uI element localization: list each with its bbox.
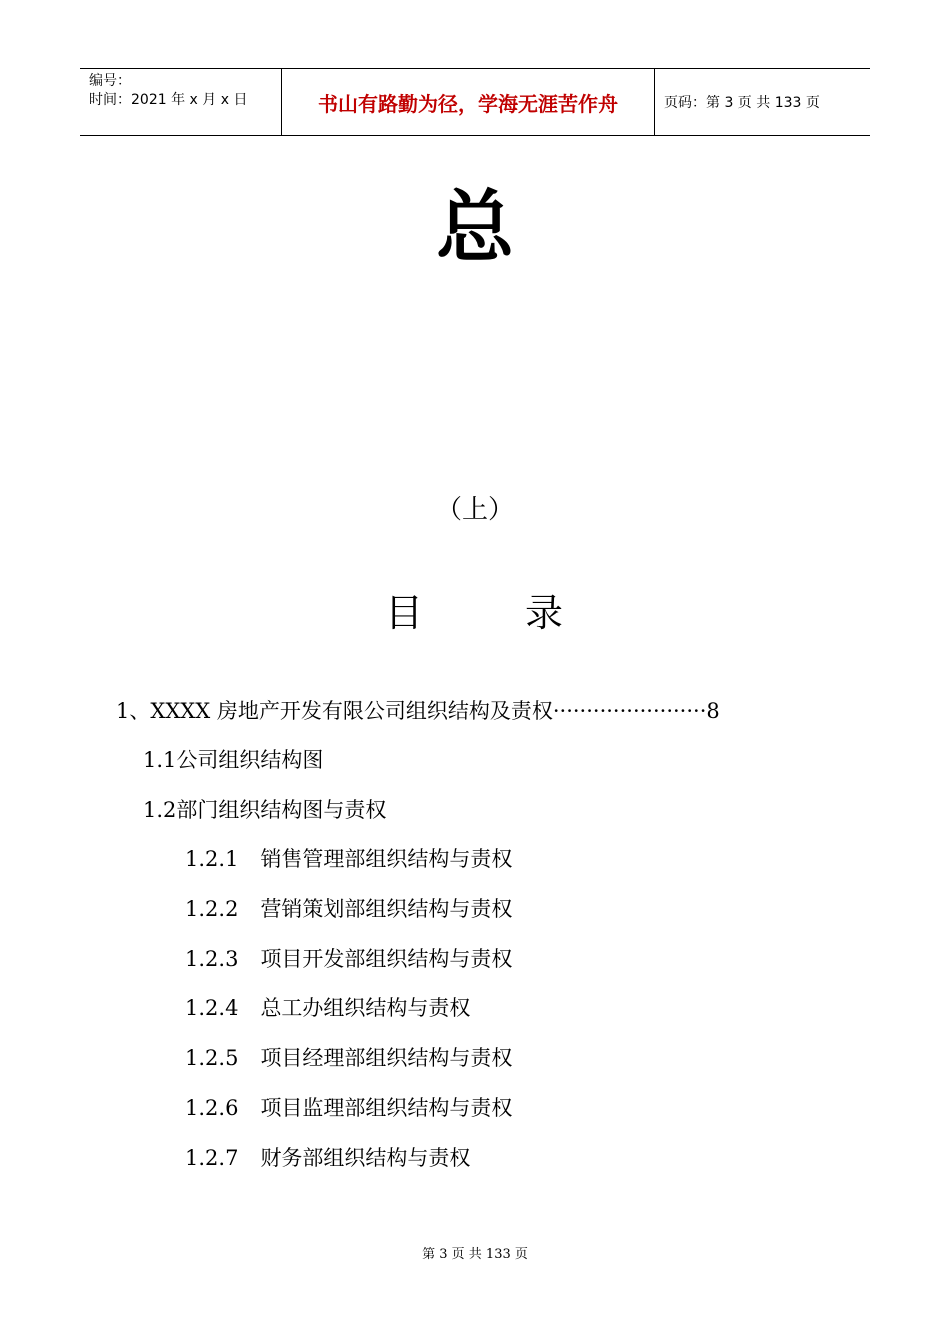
toc-entry-number: 1、	[116, 699, 151, 723]
toc-entry[interactable]	[116, 696, 720, 726]
toc-entry-text: 营销策划部组织结构与责权	[260, 897, 513, 921]
toc-entry-text: 部门组织结构图与责权	[176, 798, 387, 822]
toc-entry-text: XXXX 房地产开发有限公司组织结构及责权·······················8	[150, 699, 720, 723]
header-page-info: 页码：第 3 页 共 133 页	[664, 95, 820, 111]
toc-entry[interactable]	[185, 1093, 512, 1123]
toc-entry-number: 1.2.6	[185, 1096, 239, 1120]
number-label: 编号：	[89, 73, 131, 89]
toc-entry-text: 财务部组织结构与责权	[260, 1146, 471, 1170]
toc-entry[interactable]	[185, 1043, 512, 1073]
toc-entry-number: 1.2.5	[185, 1046, 239, 1070]
header-divider	[654, 69, 655, 135]
page-footer: 第 3 页 共 133 页	[422, 1247, 528, 1262]
toc-heading-right: 录	[525, 591, 566, 635]
toc-heading-left: 目	[384, 591, 425, 635]
header-motto: 书山有路勤为径，学海无涯苦作舟	[318, 92, 618, 116]
toc-entry-text: 销售管理部组织结构与责权	[260, 847, 513, 871]
toc-entry-number: 1.2	[143, 798, 177, 822]
header-meta	[89, 72, 279, 110]
toc-entry-number: 1.2.4	[185, 996, 239, 1020]
toc-entry-number: 1.1	[143, 748, 177, 772]
toc-heading	[0, 588, 950, 638]
toc-entry-text: 总工办组织结构与责权	[260, 996, 471, 1020]
toc-entry-text: 项目开发部组织结构与责权	[260, 947, 513, 971]
toc-entry-number: 1.2.7	[185, 1146, 239, 1170]
toc-entry-text: 项目经理部组织结构与责权	[260, 1046, 513, 1070]
toc-entry[interactable]	[185, 894, 512, 924]
toc-entry[interactable]	[185, 944, 512, 974]
toc-entry[interactable]	[185, 993, 470, 1023]
toc-entry-number: 1.2.2	[185, 897, 239, 921]
toc-entry[interactable]	[185, 844, 512, 874]
toc-entry-number: 1.2.3	[185, 947, 239, 971]
time-label: 时间：2021 年 x 月 x 日	[89, 92, 248, 108]
document-subtitle: （上）	[435, 495, 514, 525]
toc-entry[interactable]	[143, 745, 323, 775]
toc-entry-text: 公司组织结构图	[176, 748, 324, 772]
toc-entry-number: 1.2.1	[185, 847, 239, 871]
toc-entry[interactable]	[143, 795, 386, 825]
toc-entry[interactable]	[185, 1143, 470, 1173]
document-title: 总	[435, 183, 514, 273]
page-header	[80, 68, 870, 136]
toc-entry-text: 项目监理部组织结构与责权	[260, 1096, 513, 1120]
